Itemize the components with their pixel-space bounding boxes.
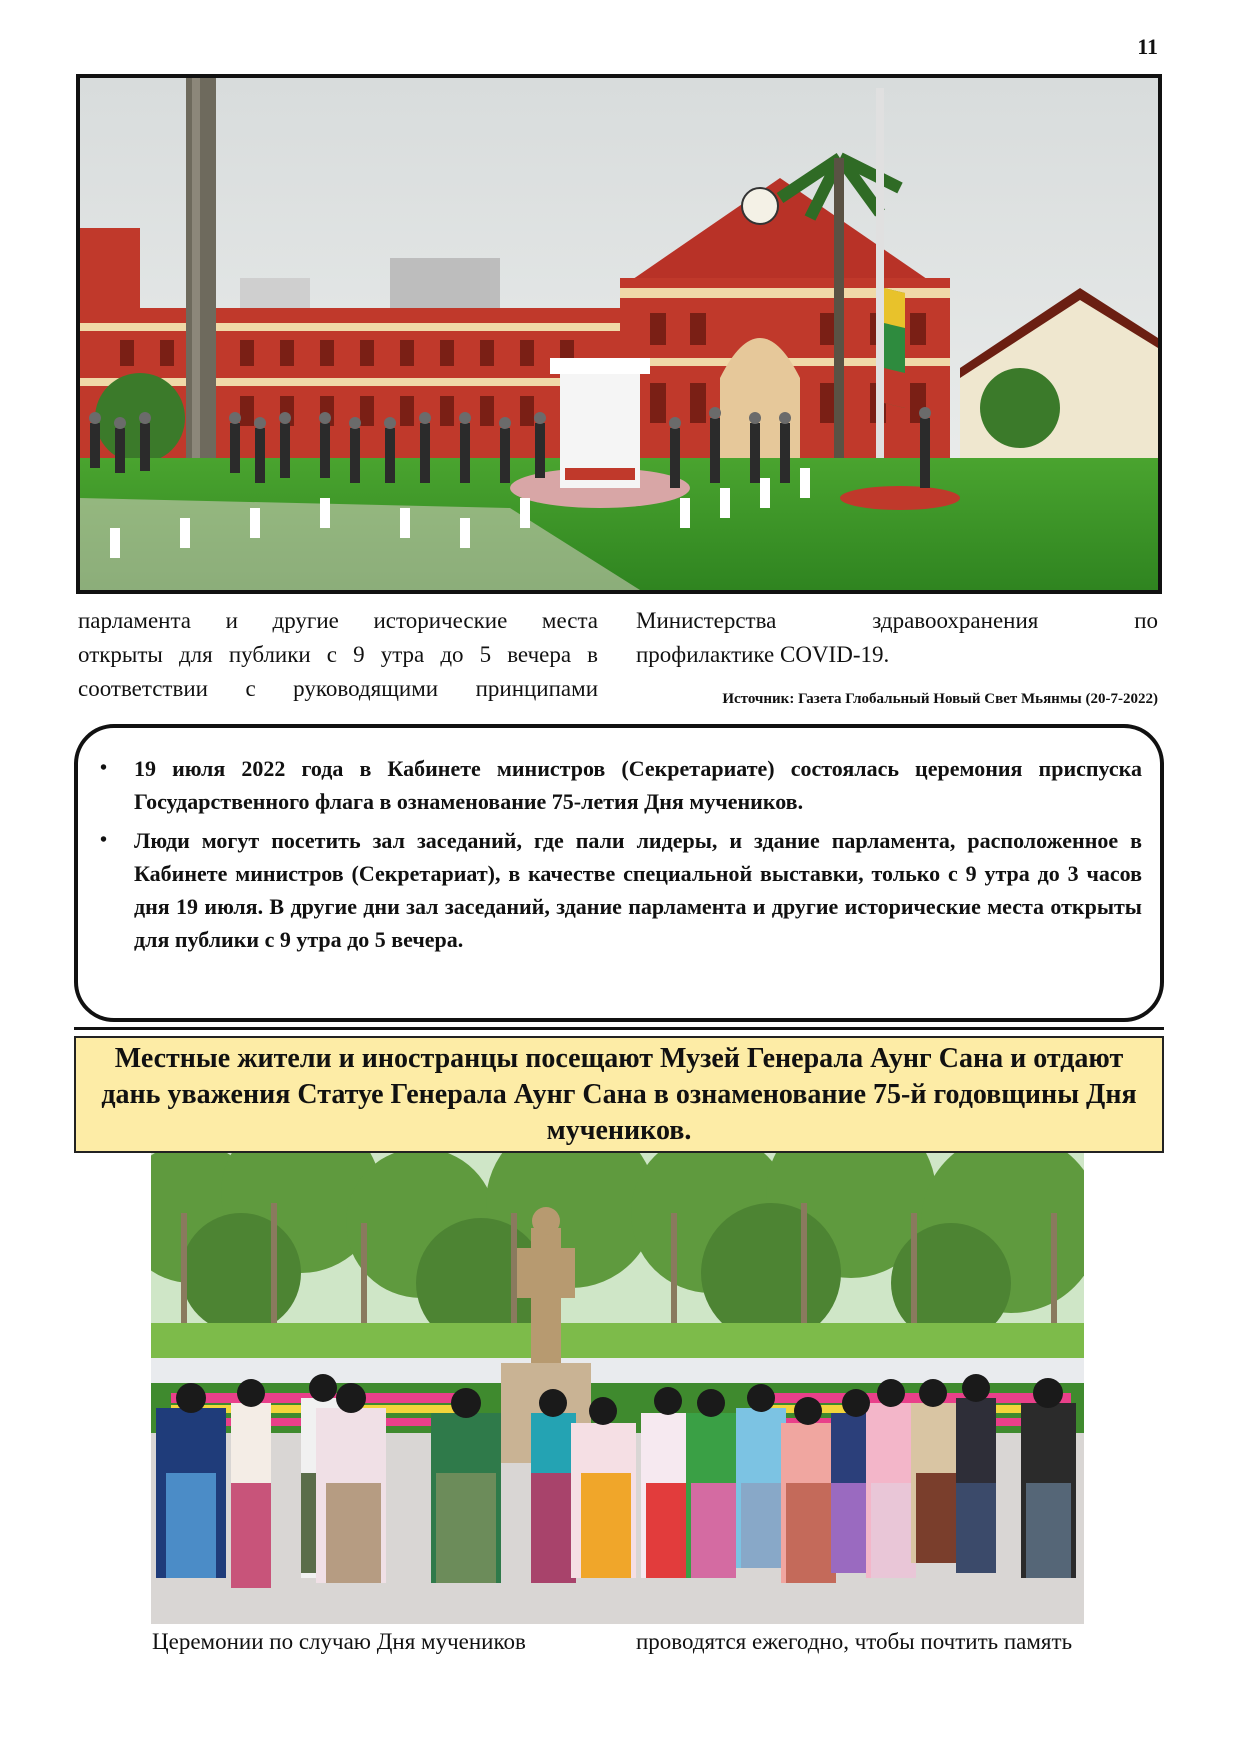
bullet-icon: • bbox=[100, 757, 108, 779]
text-line: Министерства здравоохранения по bbox=[636, 608, 1158, 633]
caption-right: проводятся ежегодно, чтобы почтить память bbox=[636, 1629, 1073, 1654]
text-line: парламента и другие исторические места bbox=[78, 608, 598, 633]
bullet-icon: • bbox=[100, 829, 108, 851]
secretariat-ceremony-photo bbox=[76, 74, 1162, 594]
page-number: 11 bbox=[1137, 34, 1158, 59]
statue-tribute-illustration bbox=[151, 1153, 1084, 1624]
section-divider bbox=[74, 1027, 1164, 1030]
statue-tribute-photo bbox=[151, 1153, 1084, 1624]
summary-box bbox=[74, 724, 1164, 1022]
summary-item bbox=[100, 752, 1142, 818]
summary-item-text: Люди могут посетить зал заседаний, где пали лидеры, и здание парламента, расположенное в Кабинете министров (Секретариат), в качестве специальной выставки, только с 9 утра до 3 часов дня 19 июля. В другие дни зал заседаний, здание парламента и другие исторические места открыты для публики с 9 утра до 5 вечера. bbox=[134, 828, 1142, 952]
section-heading: Местные жители и иностранцы посещают Музей Генерала Аунг Сана и отдают дань уважения Статуе Генерала Аунг Сана в ознаменование 75-й годовщины Дня мучеников. bbox=[101, 1042, 1137, 1146]
summary-list bbox=[100, 752, 1142, 962]
text-line: соответствии с руководящими принципами bbox=[78, 676, 598, 701]
source-citation: Источник: Газета Глобальный Новый Свет Мьянмы (20-7-2022) bbox=[722, 691, 1158, 707]
continuation-right-column bbox=[636, 604, 1158, 672]
summary-item-text: 19 июля 2022 года в Кабинете министров (Секретариате) состоялась церемония приспуска Государственного флага в ознаменование 75-летия Дня мучеников. bbox=[134, 756, 1142, 814]
text-line: профилактике COVID-19. bbox=[636, 642, 890, 667]
summary-item bbox=[100, 824, 1142, 956]
caption-left: Церемонии по случаю Дня мучеников bbox=[152, 1629, 526, 1654]
text-line: открыты для публики с 9 утра до 5 вечера в bbox=[78, 642, 598, 667]
continuation-left-column bbox=[78, 604, 598, 706]
section-heading-box bbox=[74, 1036, 1164, 1153]
secretariat-ceremony-illustration bbox=[80, 78, 1158, 590]
